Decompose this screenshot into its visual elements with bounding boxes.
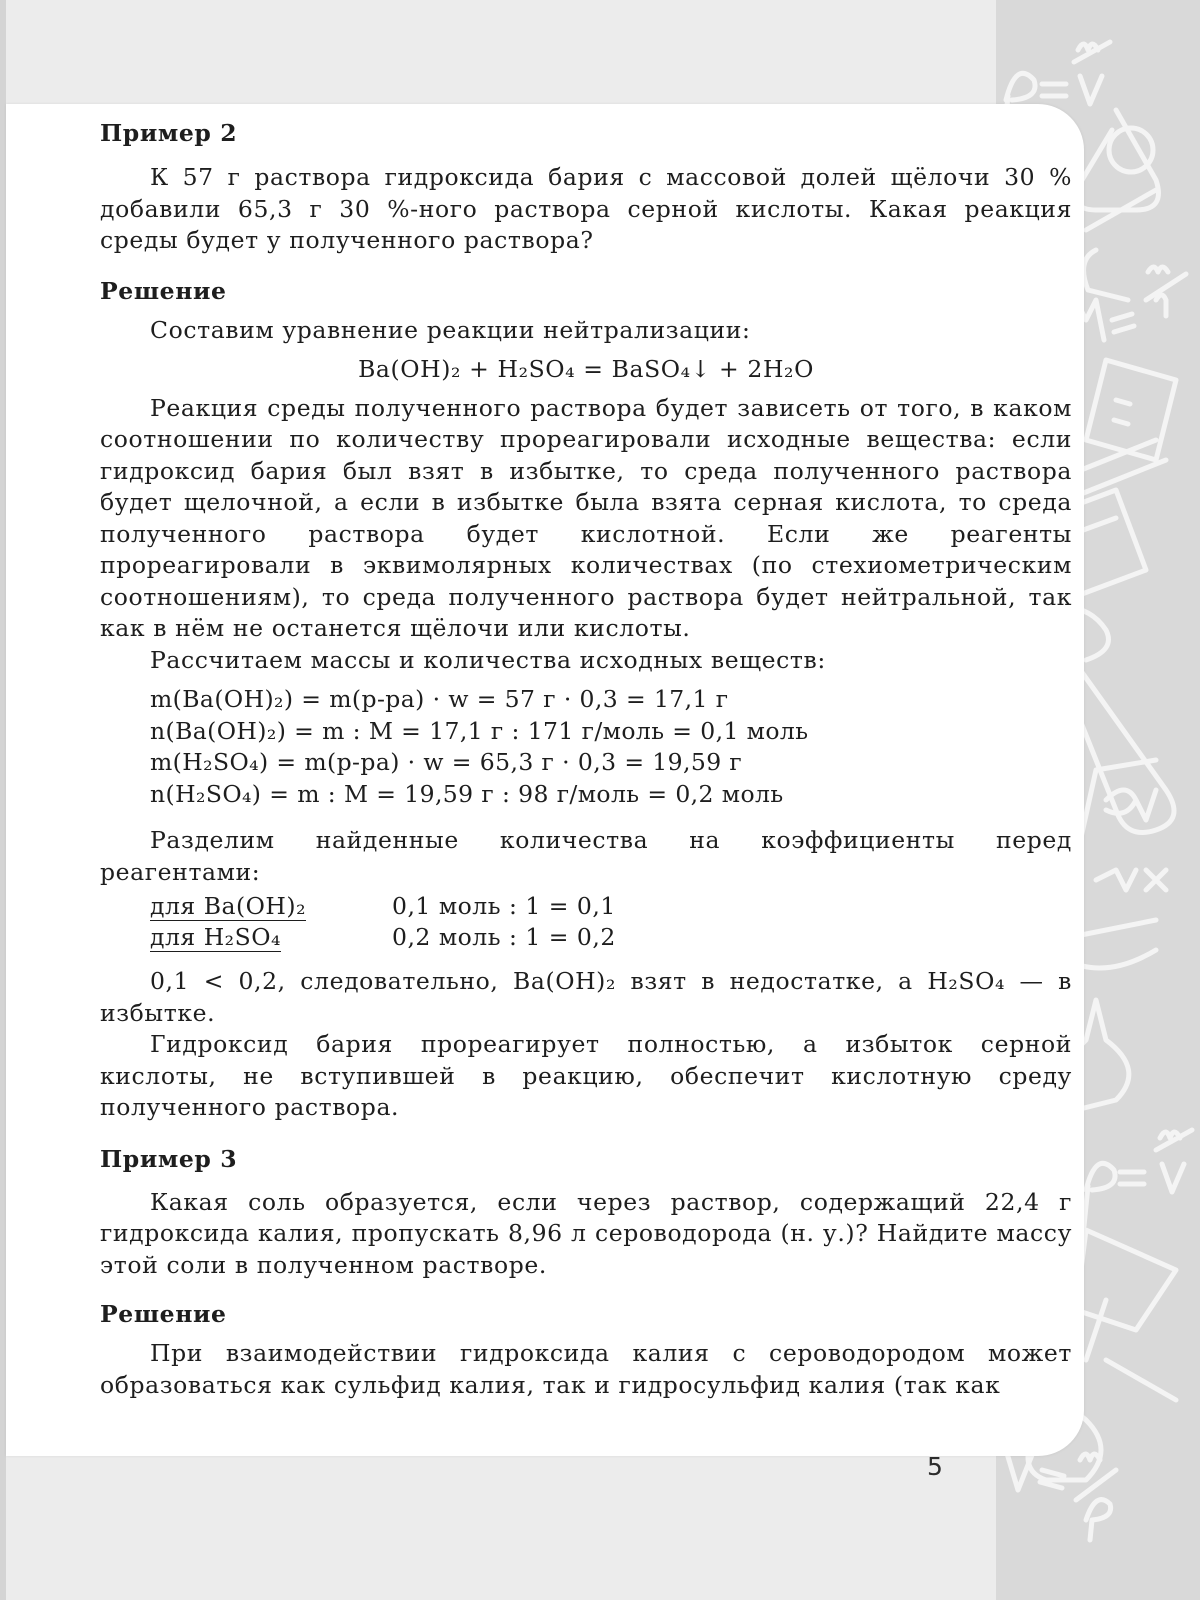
example-3-solution-heading: Решение (100, 1300, 227, 1328)
divide-intro: Разделим найденные количества на коэффициенты перед реагентами: (100, 826, 1072, 886)
calc-line: n(Ba(OH)₂) = m : M = 17,1 г : 171 г/моль = 0,1 моль (150, 716, 809, 745)
ratio-label: для H₂SO₄ (150, 923, 281, 951)
ratio-row (100, 923, 1072, 954)
ratio-label: для Ba(OH)₂ (150, 892, 306, 920)
calc-line: m(H₂SO₄) = m(р-ра) · w = 65,3 г · 0,3 = 19,59 г (150, 748, 743, 776)
reaction-intro: Составим уравнение реакции нейтрализации: (150, 315, 751, 344)
comparison-paragraph: 0,1 < 0,2, следовательно, Ba(OH)₂ взят в недостатке, а H₂SO₄ — в избытке. (100, 967, 1072, 1027)
conclusion-paragraph: Гидроксид бария прореагирует полностью, а избыток серной кислоты, не вступившей в реакцию, обеспечит кислотную среду полученного раствора. (100, 1030, 1072, 1121)
ratio-value: 0,1 моль : 1 = 0,1 (392, 892, 616, 920)
page-number: 5 (927, 1452, 943, 1481)
neutralization-equation: Ba(OH)₂ + H₂SO₄ = BaSO₄↓ + 2H₂O (358, 355, 814, 383)
ratio-row (100, 892, 1072, 923)
example-3-solution-text: При взаимодействии гидроксида калия с сероводородом может образоваться как сульфид калия, так и гидросульфид калия (так как (100, 1339, 1072, 1399)
calculation-block (100, 684, 1072, 810)
example-3-problem: Какая соль образуется, если через раствор, содержащий 22,4 г гидроксида калия, пропускать 8,96 л сероводорода (н. у.)? Найдите массу этой соли в полученном растворе. (100, 1187, 1072, 1279)
example-2-problem: К 57 г раствора гидроксида бария с массовой долей щёлочи 30 % добавили 65,3 г 30 %-ного раствора серной кислоты. Какая реакция среды будет у полученного раствора? (100, 163, 1072, 254)
page-text (100, 118, 1072, 1401)
reasoning-paragraph: Реакция среды полученного раствора будет зависеть от того, в каком соотношении по количеству прореагировали исходные вещества: если гидроксид бария был взят в избытке, то среда полученного раствора будет щелочной, а если в избытке была взята серная кислота, то среда полученного раствора будет кислотной. Если же реагенты прореагировали в эквимолярных количествах (по стехиометрическим соотношениям), то среда полученного раствора будет нейтральной, так как в нём не останется щёлочи или кислоты. (100, 393, 1072, 642)
example-3-heading: Пример 3 (100, 1144, 238, 1173)
example-2-heading: Пример 2 (100, 119, 238, 147)
ratio-value: 0,2 моль : 1 = 0,2 (392, 923, 616, 951)
calc-line: m(Ba(OH)₂) = m(р-ра) · w = 57 г · 0,3 = 17,1 г (150, 685, 729, 713)
calc-line: n(H₂SO₄) = m : M = 19,59 г : 98 г/моль = 0,2 моль (150, 779, 784, 808)
calculation-intro: Рассчитаем массы и количества исходных веществ: (150, 645, 826, 674)
example-2-solution-heading: Решение (100, 276, 227, 305)
ratio-table (100, 892, 1072, 954)
